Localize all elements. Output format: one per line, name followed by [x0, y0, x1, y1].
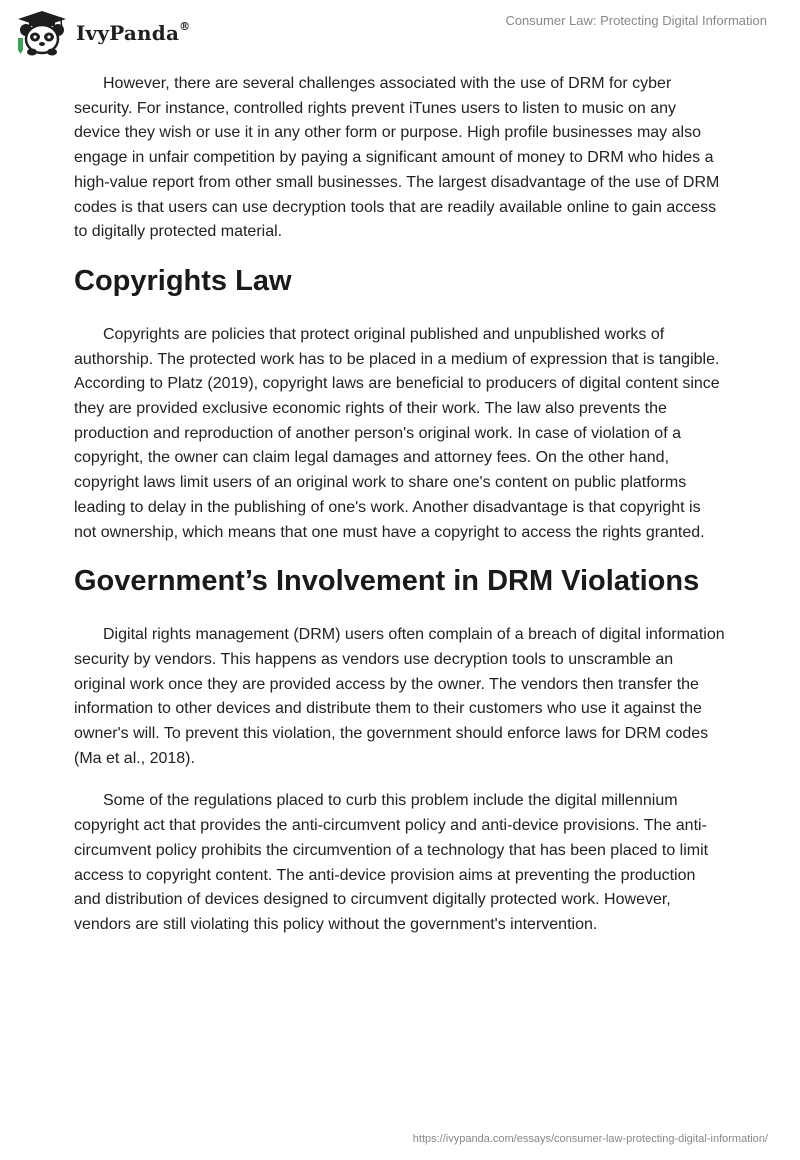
source-url[interactable]: https://ivypanda.com/essays/consumer-law-protecting-digital-information/ [412, 1133, 768, 1145]
document-title: Consumer Law: Protecting Digital Information [505, 13, 767, 28]
essay-body [74, 72, 726, 956]
government-paragraph-2: Some of the regulations placed to curb this problem include the digital millennium copyright act that provides the anti-circumvent policy and anti-device provisions. The anti-circumvent policy prohibits the circumvention of a technology that has been placed to limit access to copyright content. The anti-device provision aims at preventing the production and distribution of devices designed to circumvent digitally protected work. However, vendors are still violating this policy without the government's intervention. [74, 792, 709, 933]
brand-logo[interactable] [14, 10, 190, 56]
registered-mark: ® [179, 20, 191, 34]
brand-name: IvyPanda® [76, 20, 191, 45]
panda-graduate-icon [14, 10, 70, 56]
government-paragraph-1: Digital rights management (DRM) users often complain of a breach of digital information security by vendors. This happens as vendors use decryption tools to unscramble an original work once they are provided access by the owner. The vendors then transfer the information to other devices and distribute them to their customers who use it against the owner's will. To prevent this violation, the government should enforce laws for DRM codes (Ma et al., 2018). [74, 626, 725, 767]
copyrights-paragraph: Copyrights are policies that protect original published and unpublished works of authorship. The protected work has to be placed in a medium of expression that is tangible. According to Platz (2019), copyright laws are beneficial to producers of digital content since they are provided exclusive economic rights of their work. The law also prevents the production and reproduction of another person's original work. In case of violation of a copyright, the owner can claim legal damages and attorney fees. On the other hand, copyright laws limit users of an original work to share one's content on public platforms leading to delay in the publishing of one's work. Another disadvantage is that copyright is not ownership, which means that one must have a copyright to access the rights granted. [74, 325, 720, 541]
section-heading-government-involvement: Government’s Involvement in DRM Violations [74, 565, 700, 598]
section-heading-copyrights-law: Copyrights Law [74, 264, 292, 297]
page-header [0, 0, 800, 60]
intro-paragraph: However, there are several challenges associated with the use of DRM for cyber security. For instance, controlled rights prevent iTunes users to listen to music on any device they wish or use it in any other form or purpose. High profile businesses may also engage in unfair competition by paying a significant amount of money to DRM who hides a high-value report from other small businesses. The largest disadvantage of the use of DRM codes is that users can use decryption tools that are readily available online to gain access to digitally protected material. [74, 75, 720, 241]
